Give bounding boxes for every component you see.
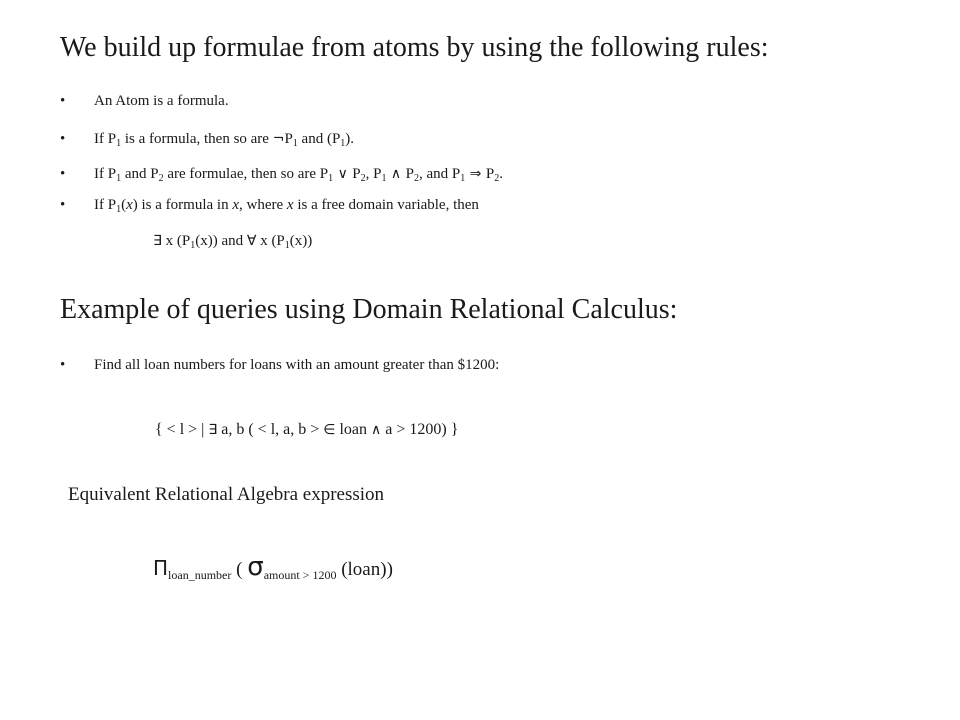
implies-symbol: ⇒ — [465, 166, 486, 182]
element-of-symbol: ∈ — [323, 422, 336, 438]
rule-text: ( — [121, 197, 127, 213]
bullet: • — [60, 357, 66, 373]
subscript: 2 — [494, 173, 500, 184]
formula-text: x (P — [161, 233, 191, 249]
expr-text: a, b ( < l, a, b > — [217, 421, 324, 438]
equivalent-label: Equivalent Relational Algebra expression — [68, 484, 385, 505]
rule-item-atom — [60, 93, 229, 110]
rule-text: is a formula, then so are — [121, 131, 273, 147]
bullet: • — [60, 93, 66, 109]
and-symbol: ∧ — [386, 166, 406, 182]
subscript: 1 — [328, 173, 334, 184]
rule-text: . — [499, 166, 503, 182]
and-symbol: ∧ — [371, 422, 382, 438]
bullet: • — [60, 131, 66, 147]
rule-text: ). — [345, 131, 355, 147]
subscript: 1 — [292, 138, 298, 149]
query-item — [60, 357, 499, 374]
examples-heading: Example of queries using Domain Relational Calculus: — [60, 294, 678, 325]
bullet: • — [60, 166, 66, 182]
selection-condition: amount > 1200 — [263, 568, 337, 582]
subscript: 1 — [340, 138, 346, 149]
rule-text: ) is a formula in — [132, 197, 233, 213]
algebra-expression — [153, 552, 393, 582]
calculus-expression — [155, 421, 458, 439]
subscript: 1 — [381, 173, 387, 184]
subscript: 1 — [190, 240, 196, 251]
subscript: 2 — [413, 173, 419, 184]
exists-symbol: ∃ — [208, 422, 218, 438]
rule-text: is a free domain variable, then — [293, 197, 479, 213]
expr-text: a > 1200) } — [381, 421, 459, 438]
quantifier-formulas — [153, 233, 312, 250]
rule-text: P — [405, 166, 414, 182]
rule-text: P — [284, 131, 293, 147]
query-text: Find all loan numbers for loans with an amount greater than $1200: — [94, 357, 500, 373]
rule-item-quantifier — [60, 197, 479, 214]
rules-heading: We build up formulae from atoms by using the following rules: — [60, 32, 769, 63]
subscript: 1 — [116, 173, 122, 184]
rule-text: If P — [94, 131, 117, 147]
expr-text: ( — [231, 559, 248, 580]
projection-symbol: Π — [153, 556, 169, 580]
formula-text: (x)) — [289, 233, 313, 249]
variable-x: x — [286, 197, 294, 213]
rule-text: , P — [365, 166, 382, 182]
variable-x: x — [126, 197, 133, 213]
formula-text: (x)) and — [195, 233, 247, 249]
rule-text: and P — [121, 166, 159, 182]
rule-text: An Atom is a formula. — [94, 93, 229, 109]
expr-text: loan — [335, 421, 372, 438]
exists-symbol: ∃ — [153, 233, 162, 249]
subscript: 1 — [284, 240, 290, 251]
subscript: 1 — [116, 204, 122, 215]
variable-x: x — [232, 197, 239, 213]
subscript: 2 — [360, 173, 366, 184]
subscript: 1 — [460, 173, 466, 184]
subscript: 1 — [116, 138, 122, 149]
rule-item-connectives — [60, 166, 503, 183]
rule-text: , where — [239, 197, 287, 213]
forall-symbol: ∀ — [246, 233, 257, 249]
bullet: • — [60, 197, 66, 213]
rule-text: If P — [94, 197, 117, 213]
rule-text: P — [485, 166, 495, 182]
formula-text: x (P — [256, 233, 285, 249]
expr-text: { < l > | — [155, 421, 209, 438]
or-symbol: ∨ — [333, 166, 353, 182]
subscript: 2 — [158, 173, 164, 184]
rule-text: If P — [94, 166, 117, 182]
negation-symbol: ¬ — [272, 131, 285, 147]
rule-text: P — [352, 166, 361, 182]
rule-text: are formulae, then so are P — [163, 166, 329, 182]
rule-item-negation — [60, 131, 354, 148]
expr-text: (loan)) — [336, 559, 393, 580]
selection-symbol: σ — [247, 552, 264, 582]
rule-text: , and P — [418, 166, 461, 182]
projection-attribute: loan_number — [168, 568, 232, 582]
rule-text: and (P — [297, 131, 341, 147]
